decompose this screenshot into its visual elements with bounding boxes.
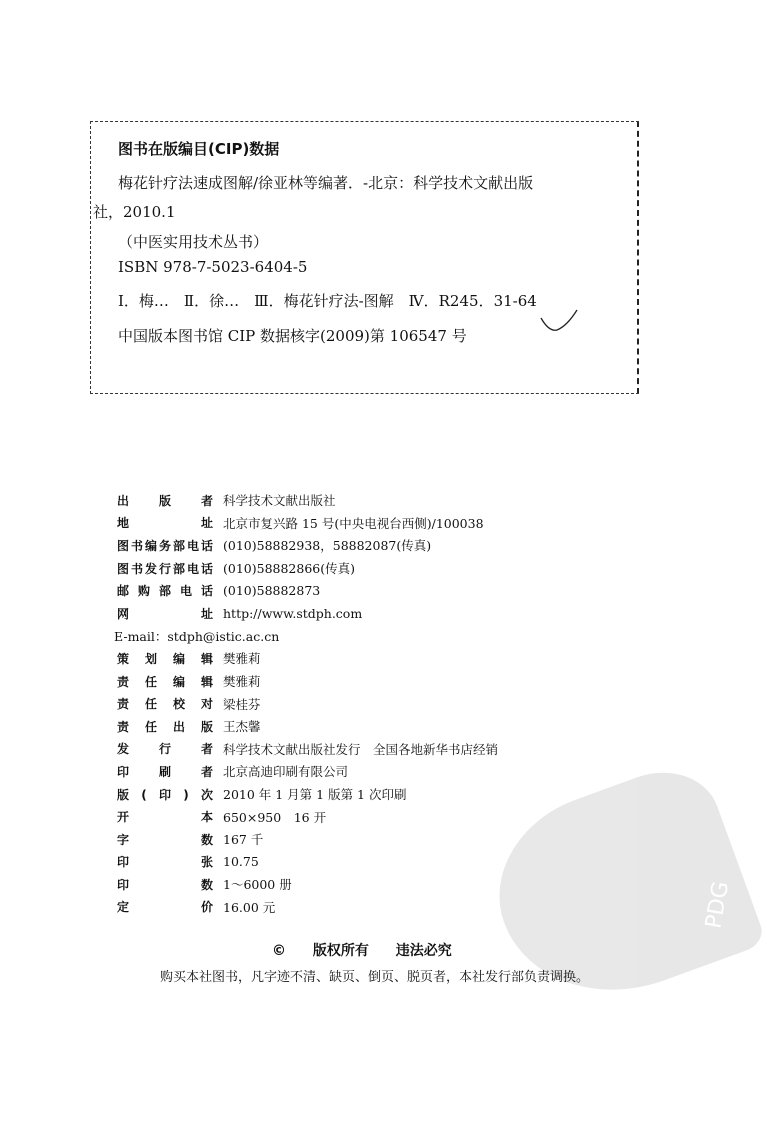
copyright-rights: 版权所有	[312, 943, 369, 959]
info-value: 1～6000 册	[223, 877, 292, 893]
info-row	[117, 512, 498, 535]
info-label: 印刷者	[117, 764, 213, 779]
watermark-text: PDG	[700, 879, 734, 931]
email-row	[114, 625, 498, 648]
info-row	[117, 579, 498, 602]
cip-classification: Ⅰ．梅… Ⅱ．徐… Ⅲ．梅花针疗法-图解 Ⅳ．R245．31-64	[118, 292, 537, 310]
info-row	[117, 760, 498, 783]
info-row	[117, 873, 498, 896]
email-value: E-mail：stdph@istic.ac.cn	[114, 628, 280, 644]
info-row	[117, 692, 498, 715]
cip-data-box	[90, 121, 639, 394]
copyright-line	[272, 940, 474, 960]
info-value: (010)58882866(传真)	[223, 561, 355, 577]
info-row	[117, 783, 498, 806]
website-value: http://www.stdph.com	[223, 605, 363, 621]
info-row	[117, 534, 498, 557]
info-row	[117, 489, 498, 512]
info-row	[117, 602, 498, 625]
info-value: 16.00 元	[223, 899, 276, 915]
info-label: 责任编辑	[117, 674, 213, 689]
cip-book-line-cont: 社，2010.1	[93, 203, 176, 221]
info-label: 地址	[117, 516, 213, 531]
info-row	[117, 896, 498, 919]
info-value: (010)58882873	[223, 583, 321, 599]
info-label: 策划编辑	[117, 651, 213, 666]
info-value: 北京高迪印刷有限公司	[223, 764, 349, 780]
info-value: 科学技术文献出版社	[223, 493, 336, 509]
info-label: 字数	[117, 832, 213, 847]
info-label: 出版者	[117, 493, 213, 508]
info-label: 版(印)次	[117, 787, 213, 802]
info-label: 责任出版	[117, 719, 213, 734]
info-value: 科学技术文献出版社发行 全国各地新华书店经销	[223, 741, 499, 757]
info-value: 樊雅莉	[223, 651, 261, 667]
info-label: 责任校对	[117, 697, 213, 712]
info-label: 印张	[117, 855, 213, 870]
info-value: 北京市复兴路 15 号(中央电视台西侧)/100038	[223, 515, 484, 531]
info-row	[117, 851, 498, 874]
info-label: 开本	[117, 810, 213, 825]
cip-series: （中医实用技术丛书）	[118, 233, 269, 251]
info-label: 定价	[117, 900, 213, 915]
info-row	[117, 647, 498, 670]
info-row	[117, 557, 498, 580]
info-row	[117, 715, 498, 738]
info-value: 2010 年 1 月第 1 版第 1 次印刷	[223, 787, 407, 803]
info-label: 图书发行部电话	[117, 561, 213, 576]
info-row	[117, 805, 498, 828]
info-value: 梁桂芬	[223, 696, 261, 712]
info-value: 樊雅莉	[223, 674, 261, 690]
info-value: (010)58882938，58882087(传真)	[223, 538, 432, 554]
cip-book-line: 梅花针疗法速成图解/徐亚林等编著．-北京：科学技术文献出版	[118, 174, 534, 192]
info-label: 网址	[117, 606, 213, 621]
info-value: 650×950 16 开	[223, 809, 327, 825]
info-label: 图书编务部电话	[117, 538, 213, 553]
cip-verification: 中国版本图书馆 CIP 数据核字(2009)第 106547 号	[118, 327, 467, 345]
info-label: 印数	[117, 877, 213, 892]
info-value: 王杰馨	[223, 719, 261, 735]
copyright-warning: 违法必究	[395, 943, 452, 959]
cip-isbn: ISBN 978-7-5023-6404-5	[118, 258, 308, 276]
info-row	[117, 670, 498, 693]
handwritten-check-mark	[539, 308, 579, 338]
publication-info	[114, 489, 499, 918]
cip-title: 图书在版编目(CIP)数据	[118, 140, 280, 158]
info-row	[117, 828, 498, 851]
info-value: 167 千	[223, 832, 264, 848]
info-label: 发行者	[117, 742, 213, 757]
info-row	[117, 738, 498, 761]
info-label: 邮购部电话	[117, 584, 213, 599]
info-value: 10.75	[223, 854, 259, 870]
copyright-icon: ©	[272, 943, 286, 959]
return-notice: 购买本社图书，凡字迹不清、缺页、倒页、脱页者，本社发行部负责调换。	[160, 970, 590, 985]
